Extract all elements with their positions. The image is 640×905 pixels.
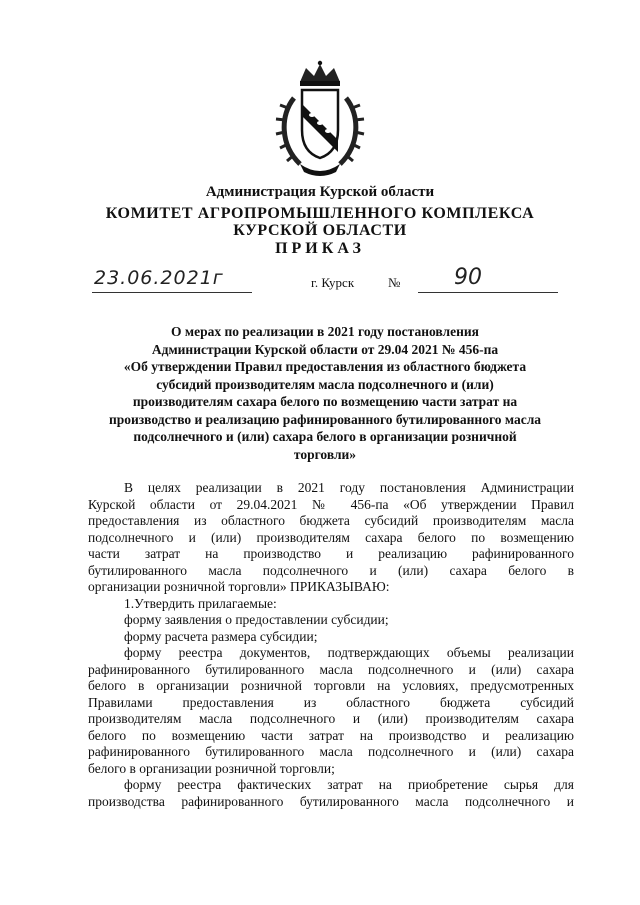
order-date-field bbox=[92, 267, 252, 293]
number-underline bbox=[418, 292, 558, 293]
body-line: белого в организации розничной торговли; bbox=[88, 760, 335, 776]
body-line: производителям масла подсолнечного и (или) производителям сахара bbox=[88, 711, 574, 726]
body-line: организации розничной торговли» ПРИКАЗЫВАЮ: bbox=[88, 579, 390, 594]
body-line: рафинированного бутилированного масла подсолнечного и (или) сахара bbox=[88, 661, 574, 677]
body-line: предоставления из областного бюджета субсидий производителям масла bbox=[88, 513, 574, 528]
title-line: Администрации Курской области от 29.04 2021 № 456-па bbox=[151, 341, 499, 357]
body-line: Курской области от 29.04.2021 № 456-па «Об утверждении Правил bbox=[88, 496, 574, 512]
coat-of-arms-icon bbox=[270, 60, 370, 178]
committee-name-line2: КУРСКОЙ ОБЛАСТИ bbox=[233, 222, 407, 239]
document-type: ПРИКАЗ bbox=[275, 240, 365, 257]
body-line: белого по возмещению части затрат на производство и реализацию bbox=[88, 727, 574, 743]
body-line: подсолнечного и (или) производителям сахара белого по возмещению bbox=[88, 529, 574, 545]
committee-name-line1: КОМИТЕТ АГРОПРОМЫШЛЕННОГО КОМПЛЕКСА bbox=[105, 205, 535, 222]
body-line: Правилами предоставления из областного бюджета субсидий bbox=[88, 694, 574, 710]
title-line: О мерах по реализации в 2021 году постановления bbox=[171, 324, 479, 339]
title-line: «Об утверждении Правил предоставления из областного бюджета bbox=[123, 359, 527, 374]
body-line: части затрат на производство и реализацию рафинированного bbox=[88, 546, 574, 561]
body-line: белого в организации розничной торговли на условиях, предусмотренных bbox=[88, 678, 574, 693]
body-line: бутилированного масла подсолнечного и (или) сахара белого в bbox=[88, 562, 574, 578]
order-date-handwritten: 23.06.2021г bbox=[94, 267, 224, 289]
body-line: форму заявления о предоставлении субсидии; bbox=[124, 612, 389, 627]
body-line: В целях реализации в 2021 году постановления Администрации bbox=[124, 480, 574, 495]
order-body bbox=[88, 480, 574, 810]
body-line: форму расчета размера субсидии; bbox=[124, 628, 318, 644]
body-line: производства рафинированного бутилированного масла подсолнечного и bbox=[88, 793, 574, 809]
date-underline bbox=[92, 292, 252, 293]
number-sign: № bbox=[388, 275, 401, 290]
title-line: производство и реализацию рафинированного бутилированного масла bbox=[108, 411, 542, 427]
body-line: рафинированного бутилированного масла подсолнечного и (или) сахара bbox=[88, 744, 574, 759]
order-number-field bbox=[418, 265, 558, 293]
order-number-handwritten: 90 bbox=[454, 265, 482, 290]
title-line: торговли» bbox=[293, 446, 357, 462]
title-line: субсидий производителям масла подсолнечного и (или) bbox=[156, 376, 494, 392]
order-city: г. Курск bbox=[311, 275, 355, 290]
organization-name: Администрация Курской области bbox=[205, 184, 435, 200]
body-line: 1.Утвердить прилагаемые: bbox=[124, 595, 277, 611]
title-line: производителям сахара белого по возмещению части затрат на bbox=[132, 394, 518, 409]
body-line: форму реестра фактических затрат на приобретение сырья для bbox=[124, 777, 574, 792]
body-line: форму реестра документов, подтверждающих объемы реализации bbox=[124, 645, 574, 660]
title-line: подсолнечного и (или) сахара белого в организации розничной bbox=[133, 429, 517, 444]
order-title bbox=[86, 323, 564, 463]
